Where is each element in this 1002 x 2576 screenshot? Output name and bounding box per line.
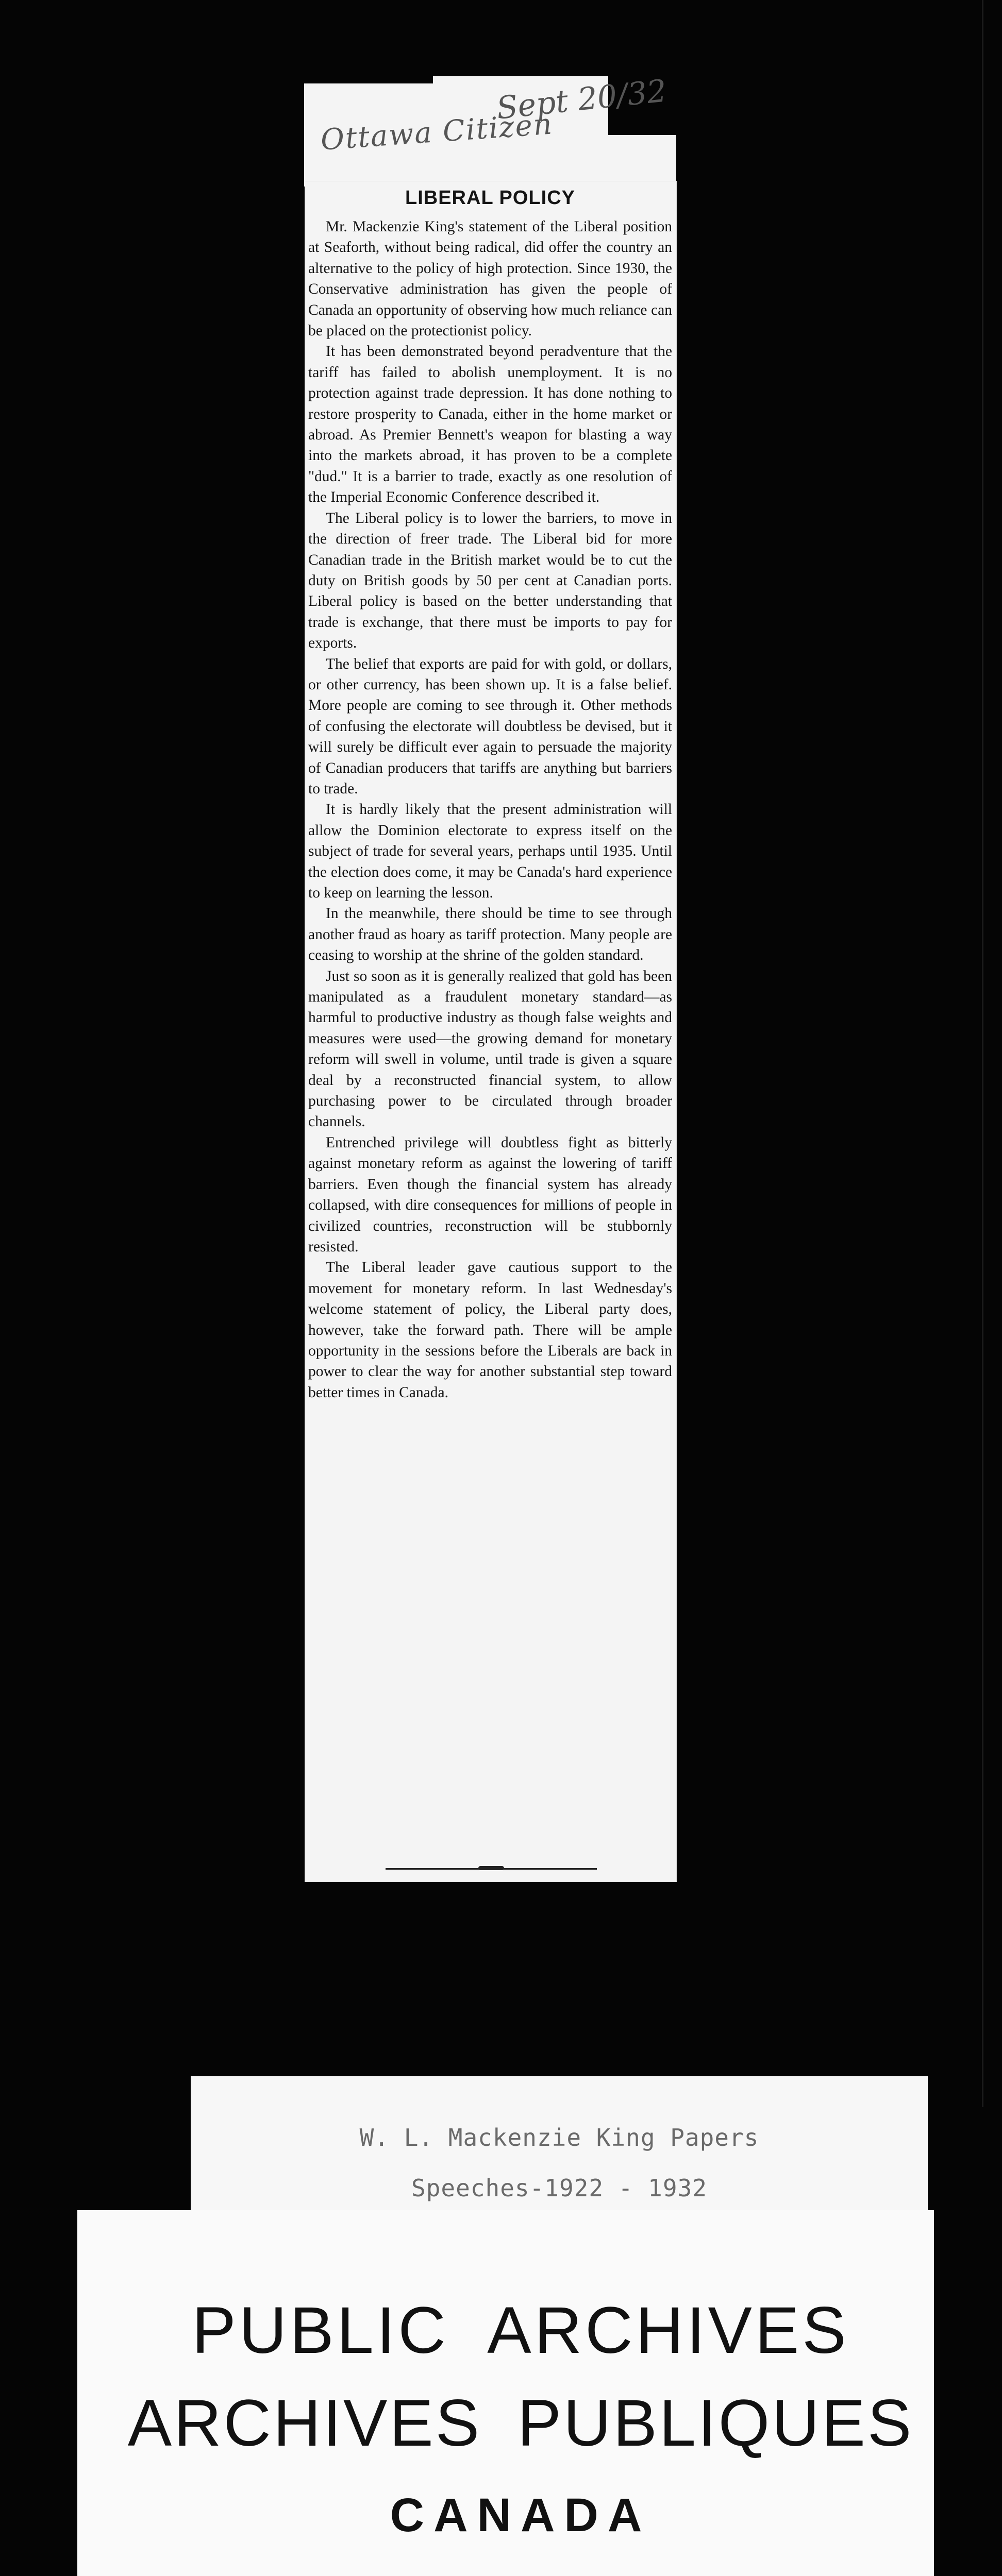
article-paragraph: The Liberal leader gave cautious support to the movement for monetary reform. In last Wednesday's welcome statement of policy, the Liberal party does, however, take the forward path. There will be ample opportunity in the sessions before the Liberals are back in power to clear the way for another substantial step toward better times in Canada. [308, 1259, 672, 1401]
article-body [308, 216, 672, 1403]
clipping-paper-top-right [603, 135, 676, 187]
handwritten-date: Sept 20/32 [495, 73, 669, 127]
scanner-edge [982, 0, 983, 2107]
stamp-english: PUBLIC ARCHIVES [192, 2294, 849, 2367]
article-paragraph: Mr. Mackenzie King's statement of the Liberal position at Seaforth, without being radical, did offer the country an alternative to the policy of high protection. Since 1930, the Conservative administration has given the people of Canada an opportunity of observing how much reliance can be placed on the protectionist policy. [308, 218, 672, 340]
article-paragraph: The Liberal policy is to lower the barriers, to move in the direction of freer trade. The Liberal bid for more Canadian trade in the British market would be to cut the duty on British goods by 50 per cent at Canadian ports. Liberal policy is based on the better understanding that trade is exchange, that there must be imports to pay for exports. [308, 510, 672, 652]
stamp-country: CANADA [390, 2489, 652, 2541]
article-headline: LIBERAL POLICY [405, 187, 575, 209]
article-paragraph: Entrenched privilege will doubtless fight as bitterly against monetary reform as against the lowering of tariff barriers. Even though the financial system has already collapsed, with dire consequences for millions of people in civilized countries, reconstruction will be stubbornly resisted. [308, 1134, 672, 1255]
series-name: Speeches-1922 - 1932 [411, 2174, 707, 2202]
collection-name: W. L. Mackenzie King Papers [359, 2124, 759, 2151]
typed-archive-label [191, 2076, 928, 2231]
handwritten-source: Ottawa Citizen [320, 107, 554, 157]
article-end-rule [386, 1868, 597, 1873]
handwritten-annotation [309, 73, 669, 185]
archives-stamp-card [77, 2210, 934, 2576]
article-paragraph: Just so soon as it is generally realized that gold has been manipulated as a fraudulent monetary standard—as harmful to productive industry as though false weights and measures were used—the growing demand for monetary reform will swell in volume, until trade is given a square deal by a reconstructed financial system, to allow purchasing power to be circulated through broader channels. [308, 968, 672, 1130]
article-paragraph: It is hardly likely that the present administration will allow the Dominion electorate to express itself on the subject of trade for several years, perhaps until 1935. Until the election does come, it may be Canada's hard experience to keep on learning the lesson. [308, 801, 672, 901]
article-paragraph: The belief that exports are paid for with gold, or dollars, or other currency, has been shown up. It is a false belief. More people are coming to see through it. Other methods of confusing the electorate will doubtless be devised, but it will surely be difficult ever again to persuade the majority of Canadian producers that tariffs are anything but barriers to trade. [308, 655, 672, 797]
stamp-french: ARCHIVES PUBLIQUES [127, 2386, 914, 2460]
article [308, 187, 672, 1403]
article-paragraph: In the meanwhile, there should be time to see through another fraud as hoary as tariff protection. Many people are ceasing to worship at the shrine of the golden standard. [308, 905, 672, 964]
article-paragraph: It has been demonstrated beyond peradventure that the tariff has failed to abolish unemployment. It is no protection against trade depression. It has done nothing to restore prosperity to Canada, either in the home market or abroad. As Premier Bennett's weapon for blasting a way into the markets abroad, it has proven to be a complete "dud." It is a barrier to trade, exactly as one resolution of the Imperial Economic Conference described it. [308, 343, 672, 506]
